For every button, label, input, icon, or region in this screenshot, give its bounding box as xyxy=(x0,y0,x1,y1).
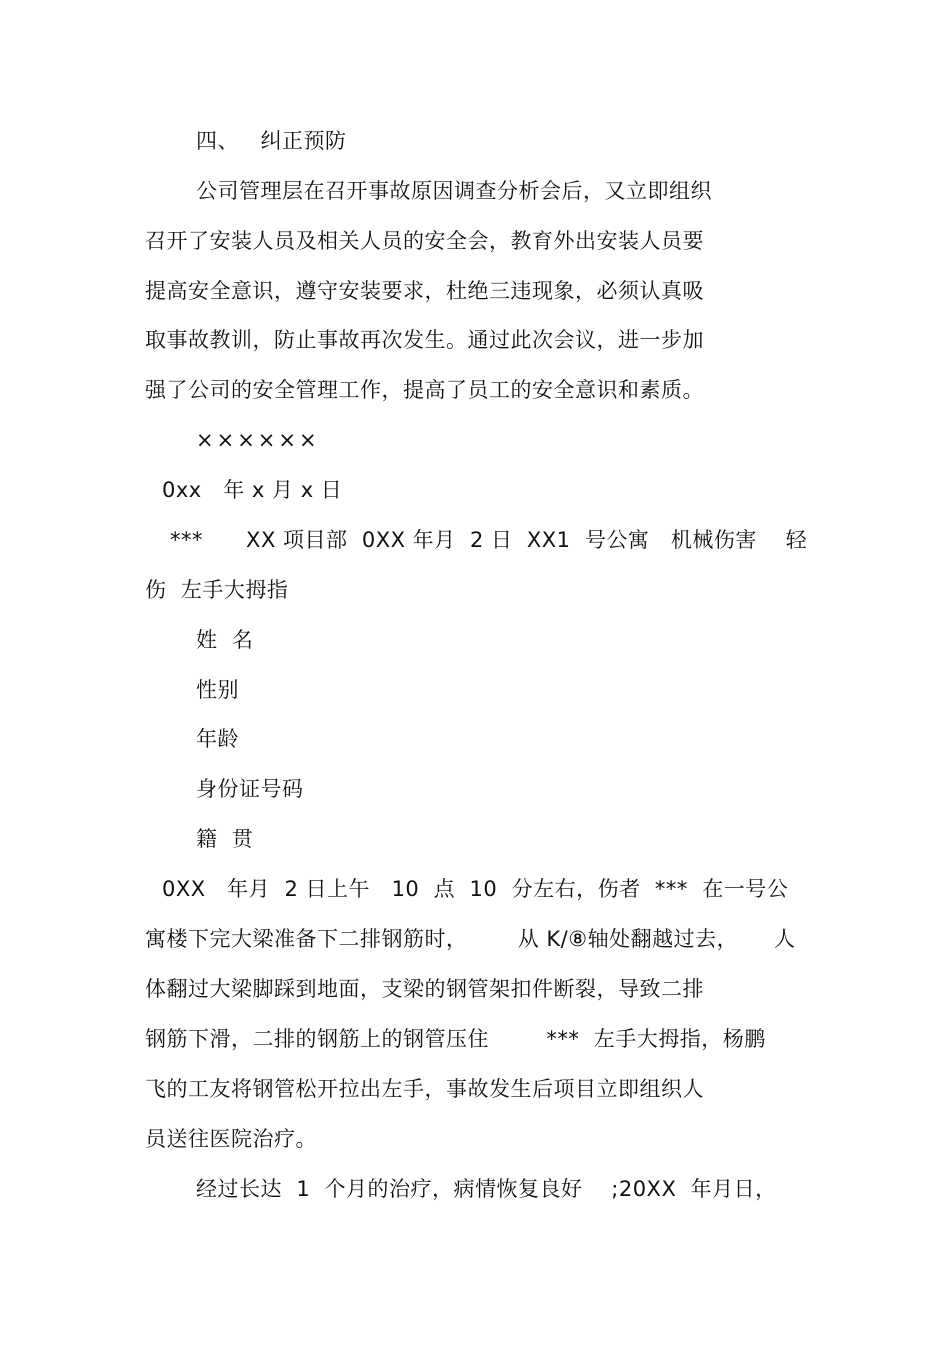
paragraph-line: 钢筋下滑，二排的钢筋上的钢管压住 *** 左手大拇指，杨鹏 xyxy=(145,1027,766,1051)
paragraph-line: 体翻过大梁脚踩到地面，支梁的钢管架扣件断裂，导致二排 xyxy=(145,977,704,1001)
signature-line: ×××××× xyxy=(196,428,320,452)
incident-record-line: *** XX 项目部 0XX 年月 2 日 XX1 号公寓 机械伤害 轻 xyxy=(170,528,808,552)
paragraph-line: 0XX 年月 2 日上午 10 点 10 分左右，伤者 *** 在一号公 xyxy=(162,877,789,901)
field-label-name: 姓 名 xyxy=(196,628,254,652)
field-label-age: 年龄 xyxy=(196,727,239,751)
date-line: 0xx 年 x 月 x 日 xyxy=(162,478,343,502)
incident-record-line: 伤 左手大拇指 xyxy=(145,578,289,602)
section-heading: 四、 纠正预防 xyxy=(196,129,347,153)
paragraph-line: 取事故教训，防止事故再次发生。通过此次会议，进一步加 xyxy=(145,328,704,352)
paragraph-line: 提高安全意识，遵守安装要求，杜绝三违现象，必须认真吸 xyxy=(145,279,704,303)
paragraph-line: 强了公司的安全管理工作，提高了员工的安全意识和素质。 xyxy=(145,378,704,402)
paragraph-line: 公司管理层在召开事故原因调查分析会后，又立即组织 xyxy=(196,179,712,203)
field-label-gender: 性别 xyxy=(196,678,239,702)
paragraph-line: 经过长达 1 个月的治疗，病情恢复良好 ;20XX 年月日， xyxy=(196,1177,777,1201)
paragraph-line: 员送往医院治疗。 xyxy=(145,1127,317,1151)
paragraph-line: 召开了安装人员及相关人员的安全会，教育外出安装人员要 xyxy=(145,229,704,253)
paragraph-line: 寓楼下完大梁准备下二排钢筋时， 从 K/⑧轴处翻越过去， 人 xyxy=(145,927,796,951)
field-label-id-number: 身份证号码 xyxy=(196,777,304,801)
paragraph-line: 飞的工友将钢管松开拉出左手，事故发生后项目立即组织人 xyxy=(145,1077,704,1101)
field-label-hometown: 籍 贯 xyxy=(196,827,254,851)
